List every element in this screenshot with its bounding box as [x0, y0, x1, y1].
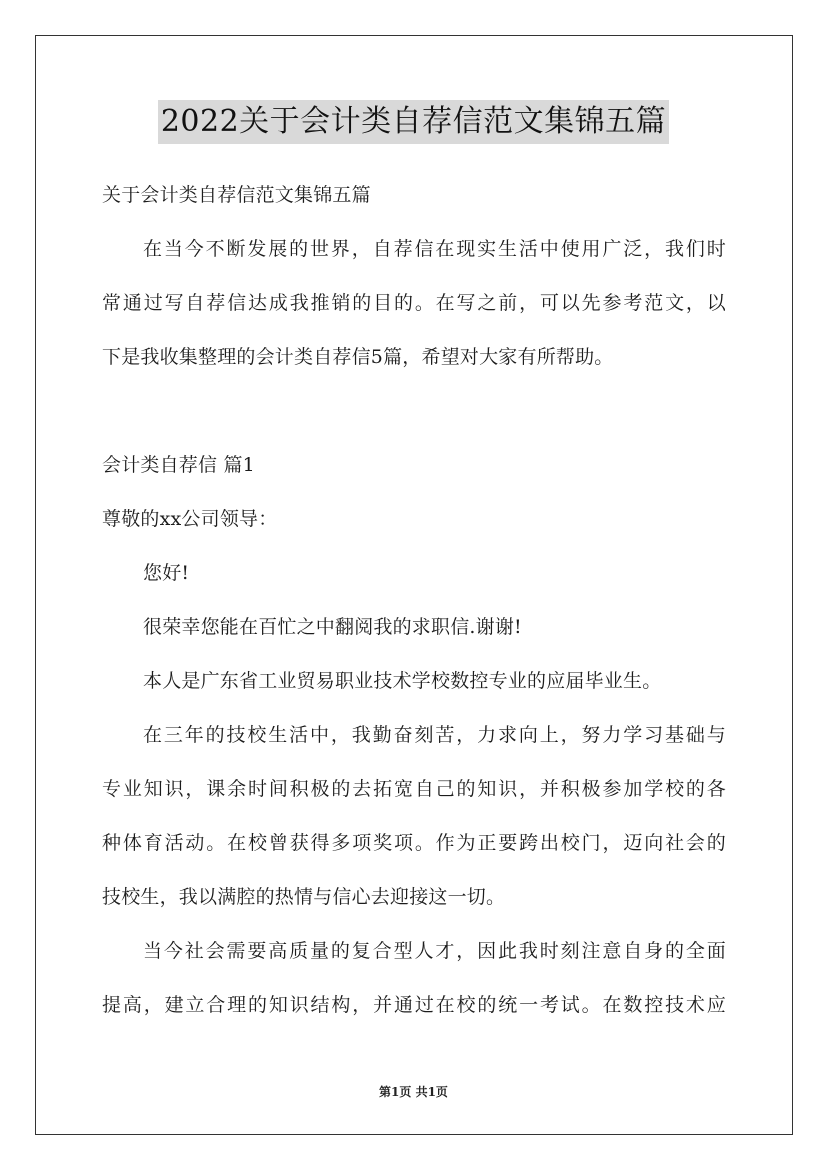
paragraph3-line-4: 技校生，我以满腔的热情与信心去迎接这一切。: [102, 886, 506, 908]
paragraph3-line-1: 在三年的技校生活中，我勤奋刻苦，力求向上，努力学习基础与: [143, 724, 726, 746]
intro-line-2: 常通过写自荐信达成我推销的目的。在写之前，可以先参考范文，以: [102, 292, 726, 314]
section-heading: 会计类自荐信 篇1: [102, 454, 255, 476]
intro-line-3: 下是我收集整理的会计类自荐信5篇，希望对大家有所帮助。: [102, 346, 614, 368]
page-number-label: 第1页 共1页: [379, 1085, 448, 1099]
paragraph4-line-2: 提高，建立合理的知识结构，并通过在校的统一考试。在数控技术应: [102, 994, 726, 1016]
intro-line-1: 在当今不断发展的世界，自荐信在现实生活中使用广泛，我们时: [143, 238, 726, 260]
document-subtitle: 关于会计类自荐信范文集锦五篇: [102, 184, 371, 206]
paragraph-intro-self: 本人是广东省工业贸易职业技术学校数控专业的应届毕业生。: [143, 670, 662, 692]
greeting: 您好!: [143, 562, 190, 584]
document-title: 2022关于会计类自荐信范文集锦五篇: [158, 100, 669, 144]
page-footer: [0, 1084, 827, 1100]
salutation: 尊敬的xx公司领导：: [102, 508, 278, 530]
title-container: [0, 100, 827, 144]
paragraph3-line-2: 专业知识，课余时间积极的去拓宽自己的知识，并积极参加学校的各: [102, 778, 726, 800]
paragraph3-line-3: 种体育活动。在校曾获得多项奖项。作为正要跨出校门，迈向社会的: [102, 832, 726, 854]
paragraph-thanks: 很荣幸您能在百忙之中翻阅我的求职信.谢谢!: [143, 616, 522, 638]
paragraph4-line-1: 当今社会需要高质量的复合型人才，因此我时刻注意自身的全面: [143, 940, 726, 962]
